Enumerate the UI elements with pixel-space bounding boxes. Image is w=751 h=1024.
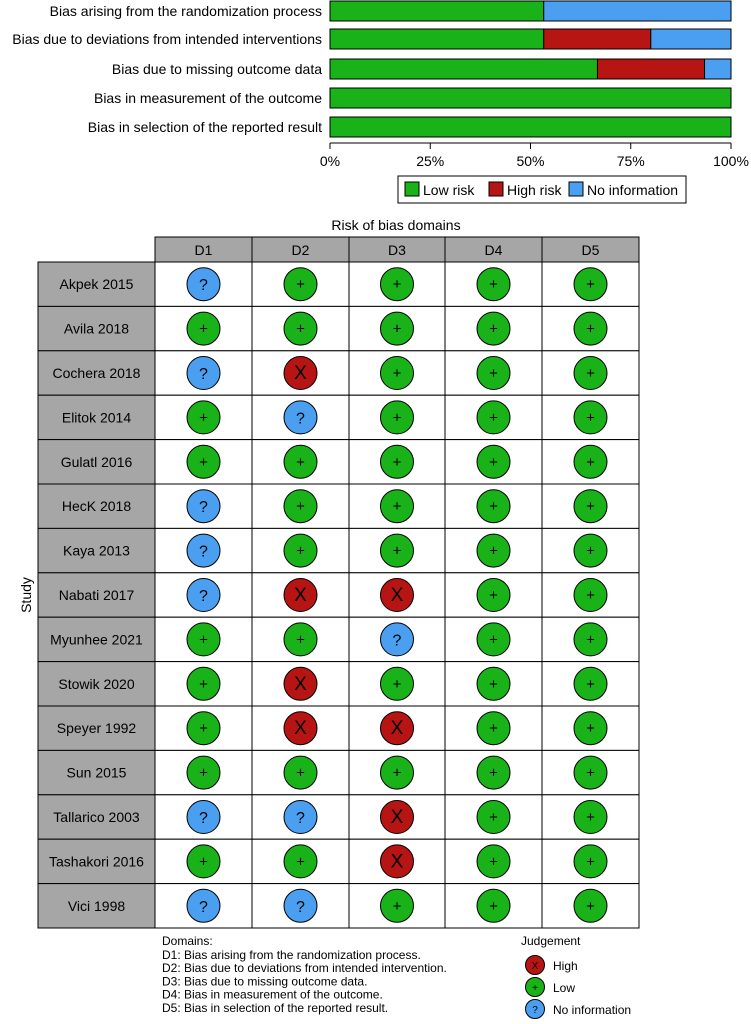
judgement-symbol: + (586, 720, 595, 738)
judgement-symbol: + (392, 498, 402, 516)
study-name: Elitok 2014 (61, 409, 132, 426)
judgement-legend-title: Judgement (521, 934, 581, 948)
bar-category-label: Bias due to missing outcome data (111, 61, 322, 77)
judgement-symbol: + (199, 409, 208, 427)
judgement-symbol: X (390, 807, 404, 828)
judgement-symbol: X (294, 718, 307, 740)
legend-swatch-noinfo (569, 182, 583, 196)
judgement-symbol: ? (199, 543, 208, 561)
table-title: Risk of bias domains (331, 217, 461, 233)
study-name: Vici 1998 (67, 897, 126, 914)
judgement-symbol: + (489, 809, 498, 826)
judgement-legend-symbol: X (531, 961, 539, 972)
bar-segment-low (330, 88, 731, 108)
legend-label: Low risk (423, 182, 475, 198)
column-header-label: D3 (388, 242, 406, 258)
study-name: Myunhee 2021 (50, 631, 143, 648)
bar-segment-noinfo (544, 1, 731, 21)
judgement-symbol: ? (296, 410, 305, 428)
judgement-symbol: ? (296, 898, 305, 916)
bar-category-label: Bias due to deviations from intended interventions (12, 31, 322, 47)
column-header-label: D5 (581, 242, 600, 258)
judgement-symbol: ? (199, 499, 208, 517)
judgement-symbol: + (296, 453, 305, 471)
judgement-symbol: + (489, 764, 498, 782)
judgement-symbol: + (586, 276, 595, 294)
judgement-symbol: + (199, 675, 208, 693)
judgement-symbol: X (294, 363, 307, 384)
study-name: Stowik 2020 (58, 675, 135, 692)
judgement-legend-label: No information (553, 1003, 632, 1017)
judgement-symbol: + (586, 498, 595, 516)
bar-segment-low (330, 1, 544, 21)
x-tick-label: 100% (713, 153, 749, 169)
judgement-symbol: ? (296, 810, 305, 827)
judgement-symbol: X (390, 585, 404, 606)
domain-definition: D5: Bias in selection of the reported result. (162, 1000, 389, 1015)
judgement-symbol: + (296, 853, 305, 871)
judgement-symbol: + (586, 853, 595, 871)
bar-category-label: Bias arising from the randomization process (49, 3, 322, 19)
judgement-symbol: + (489, 276, 498, 294)
bar-segment-low (330, 117, 731, 137)
judgement-symbol: + (392, 764, 402, 782)
judgement-symbol: + (586, 764, 595, 782)
bar-segment-low (330, 59, 597, 79)
judgement-symbol: + (392, 409, 402, 427)
bar-segment-high (544, 29, 651, 49)
study-name: Gulatl 2016 (60, 453, 133, 470)
judgement-symbol: + (586, 453, 595, 471)
domain-definition: D3: Bias due to missing outcome data. (162, 974, 368, 989)
judgement-symbol: + (489, 675, 498, 693)
judgement-symbol: + (199, 720, 208, 738)
judgement-symbol: + (489, 365, 498, 382)
judgement-symbol: + (199, 853, 208, 871)
judgement-symbol: + (392, 542, 402, 560)
judgement-symbol: ? (199, 588, 208, 605)
x-tick-label: 0% (319, 153, 341, 169)
judgement-symbol: ? (199, 277, 208, 295)
judgement-symbol: + (392, 365, 402, 382)
judgement-symbol: + (489, 720, 498, 738)
judgement-symbol: + (489, 498, 498, 516)
judgement-symbol: + (489, 631, 498, 649)
column-header-label: D2 (291, 242, 310, 258)
judgement-symbol: + (489, 587, 498, 604)
judgement-symbol: ? (392, 632, 402, 650)
judgement-legend-label: Low (553, 981, 576, 995)
judgement-symbol: + (392, 320, 402, 338)
bar-segment-low (330, 29, 544, 49)
judgement-symbol: + (586, 365, 595, 382)
judgement-symbol: + (586, 320, 595, 338)
judgement-symbol: ? (199, 810, 208, 827)
judgement-symbol: + (586, 675, 595, 693)
study-name: Speyer 1992 (56, 720, 137, 737)
judgement-symbol: + (199, 631, 208, 649)
judgement-symbol: + (296, 631, 305, 649)
study-name: Avila 2018 (63, 320, 130, 337)
legend-label: High risk (507, 182, 562, 198)
judgement-symbol: + (392, 897, 402, 915)
study-name: Cochera 2018 (52, 365, 141, 381)
judgement-symbol: + (296, 276, 305, 294)
judgement-symbol: X (294, 585, 307, 606)
x-tick-label: 25% (416, 153, 445, 169)
bar-segment-high (597, 59, 704, 79)
judgement-symbol: + (586, 809, 595, 826)
judgement-symbol: + (489, 320, 498, 338)
judgement-legend-symbol: ? (532, 1005, 538, 1016)
judgement-symbol: + (199, 764, 208, 782)
judgement-symbol: ? (199, 898, 208, 916)
judgement-symbol: + (392, 276, 402, 294)
judgement-symbol: + (296, 498, 305, 516)
judgement-symbol: + (489, 409, 498, 427)
judgement-legend-label: High (553, 959, 578, 973)
judgement-symbol: + (199, 453, 208, 471)
bar-category-label: Bias in measurement of the outcome (93, 90, 322, 106)
study-name: Akpek 2015 (59, 276, 134, 293)
legend-swatch-high (489, 182, 503, 196)
domain-definition: D2: Bias due to deviations from intended intervention. (162, 961, 447, 976)
study-name: Sun 2015 (66, 764, 127, 781)
judgement-symbol: ? (199, 366, 208, 383)
judgement-symbol: + (489, 542, 498, 560)
domain-definition: D1: Bias arising from the randomization process. (162, 948, 421, 962)
judgement-symbol: + (586, 542, 595, 560)
bar-segment-noinfo (651, 29, 731, 49)
judgement-symbol: + (392, 675, 402, 693)
judgement-symbol: + (296, 320, 305, 338)
study-name: Kaya 2013 (63, 542, 130, 559)
legend-swatch-low (405, 182, 419, 196)
judgement-symbol: + (392, 453, 402, 471)
x-tick-label: 75% (616, 153, 645, 169)
bar-category-label: Bias in selection of the reported result (87, 119, 322, 135)
judgement-symbol: X (390, 851, 404, 873)
judgement-symbol: + (199, 320, 208, 338)
judgement-symbol: + (489, 897, 498, 915)
judgement-legend-symbol: + (532, 983, 538, 994)
judgement-symbol: + (489, 853, 498, 871)
judgement-symbol: + (489, 453, 498, 471)
judgement-symbol: X (390, 718, 404, 740)
study-name: HecK 2018 (61, 498, 132, 515)
x-tick-label: 50% (516, 153, 545, 169)
judgement-symbol: + (586, 587, 595, 604)
y-axis-label: Study (18, 577, 34, 613)
judgement-symbol: + (296, 542, 305, 560)
judgement-symbol: X (294, 673, 307, 695)
judgement-symbol: + (586, 631, 595, 649)
domain-definition: D4: Bias in measurement of the outcome. (162, 987, 383, 1002)
judgement-symbol: + (586, 897, 595, 915)
column-header-label: D4 (484, 242, 503, 258)
study-name: Nabati 2017 (58, 587, 135, 603)
study-name: Tallarico 2003 (53, 809, 140, 825)
domains-title: Domains: (162, 934, 213, 948)
bar-segment-noinfo (705, 59, 731, 79)
study-name: Tashakori 2016 (49, 853, 144, 870)
legend-label: No information (587, 182, 679, 198)
judgement-symbol: + (586, 409, 595, 427)
column-header-label: D1 (194, 242, 213, 258)
judgement-symbol: + (296, 764, 305, 782)
